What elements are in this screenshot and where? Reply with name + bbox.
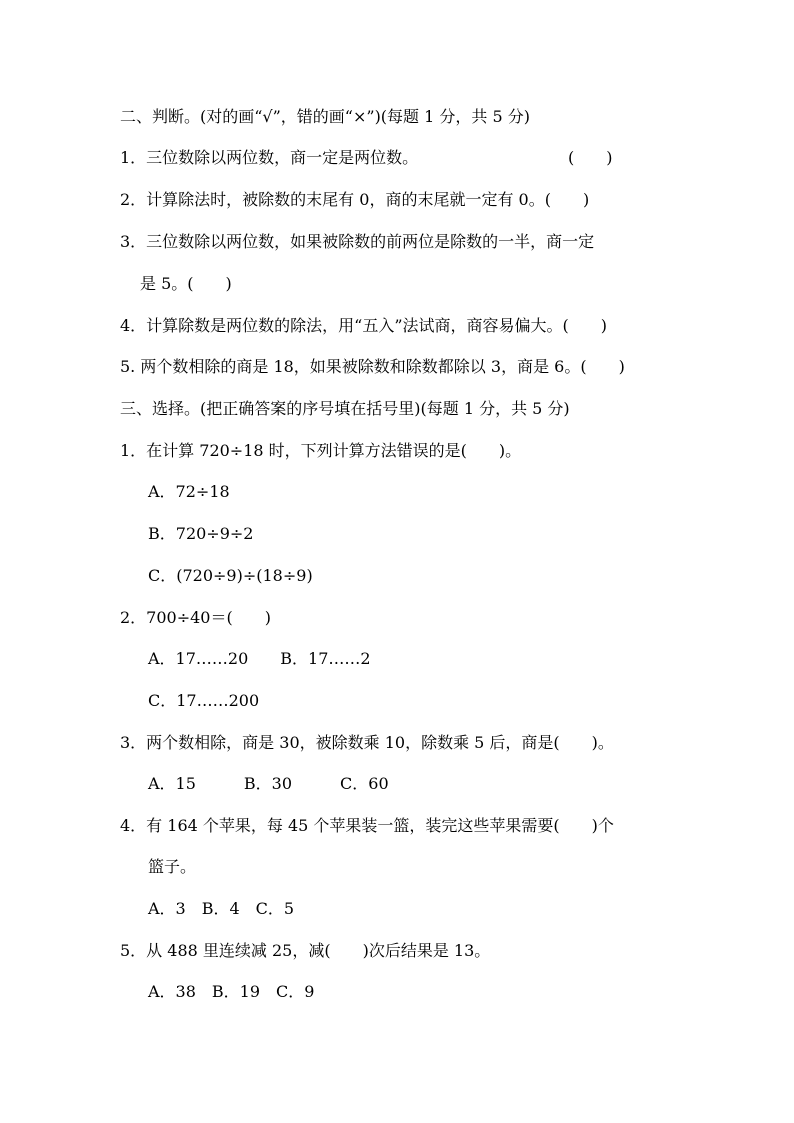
judge-question-3: 3．三位数除以两位数，如果被除数的前两位是除数的一半，商一定: [120, 232, 595, 251]
choice-question-1-option-c: C．(720÷9)÷(18÷9): [148, 566, 313, 585]
choice-question-2-option-c: C．17……200: [148, 691, 260, 710]
choice-section-header: 三、选择。(把正确答案的序号填在括号里)(每题 1 分，共 5 分): [120, 399, 570, 418]
judge-question-3-continued: 是 5。( ): [140, 274, 232, 293]
judge-question-5: 5. 两个数相除的商是 18，如果被除数和除数都除以 3，商是 6。( ): [120, 357, 625, 376]
choice-question-2: 2．700÷40＝( ): [120, 608, 271, 627]
judge-question-4: 4．计算除数是两位数的除法，用“五入”法试商，商容易偏大。( ): [120, 316, 608, 335]
choice-question-3-options: A．15 B．30 C．60: [148, 774, 389, 793]
choice-question-2-options-ab: A．17……20 B．17……2: [148, 649, 371, 668]
choice-question-3: 3．两个数相除，商是 30，被除数乘 10，除数乘 5 后，商是( )。: [120, 733, 614, 752]
judge-section-header: 二、判断。(对的画“√”，错的画“×”)(每题 1 分，共 5 分): [120, 107, 530, 126]
choice-question-4-continued: 篮子。: [148, 857, 197, 876]
choice-question-5: 5．从 488 里连续减 25，减( )次后结果是 13。: [120, 941, 491, 960]
choice-question-1-option-b: B．720÷9÷2: [148, 524, 254, 543]
choice-question-1-option-a: A．72÷18: [148, 482, 230, 501]
choice-question-5-options: A．38 B．19 C．9: [148, 982, 315, 1001]
judge-question-2: 2．计算除法时，被除数的末尾有 0，商的末尾就一定有 0。( ): [120, 190, 590, 209]
choice-question-1: 1．在计算 720÷18 时，下列计算方法错误的是( )。: [120, 441, 522, 460]
choice-question-4: 4．有 164 个苹果，每 45 个苹果装一篮，装完这些苹果需要( )个: [120, 816, 614, 835]
judge-question-1-answer-blank: ( ): [568, 148, 613, 167]
judge-question-1: 1．三位数除以两位数，商一定是两位数。: [120, 148, 419, 167]
choice-question-4-options: A．3 B．4 C．5: [148, 899, 295, 918]
